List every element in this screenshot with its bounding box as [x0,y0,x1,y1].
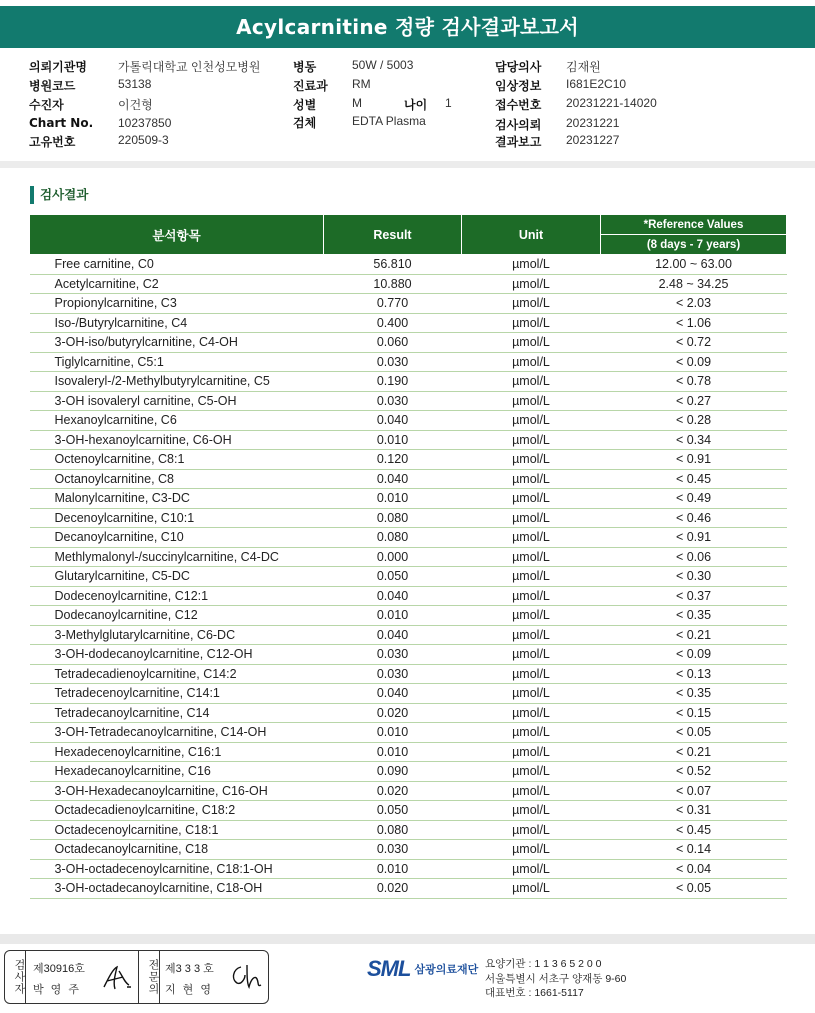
cell-analyte: Propionylcarnitine, C3 [30,294,324,314]
footer-divider [0,934,815,944]
table-row [30,294,787,314]
cell-result: 0.040 [324,469,462,489]
cell-analyte: Methlymalonyl-/succinylcarnitine, C4-DC [30,547,324,567]
info-value-chart-no: 10237850 [118,116,172,130]
cell-result: 0.120 [324,450,462,470]
institution-phone: 대표번호 : 1661-5117 [485,987,584,999]
cell-unit: µmol/L [462,411,601,431]
specialist-label [138,951,160,1003]
header-unit: Unit [462,215,601,255]
cell-unit: µmol/L [462,723,601,743]
cell-result: 0.030 [324,645,462,665]
info-label-unique-no: 고유번호 [29,135,76,149]
info-label-hospital-code: 병원코드 [29,79,76,93]
header-reference: *Reference Values [601,215,787,235]
cell-unit: µmol/L [462,372,601,392]
cell-unit: µmol/L [462,333,601,353]
cell-reference: < 0.35 [601,606,787,626]
institution-address: 서울특별시 서초구 양재동 9-60 [485,972,627,985]
specialist-cert: 제3 3 3 호 [165,963,214,975]
cell-unit: µmol/L [462,606,601,626]
cell-reference: < 0.07 [601,781,787,801]
cell-analyte: Isovaleryl-/2-Methylbutyrylcarnitine, C5 [30,372,324,392]
table-row [30,352,787,372]
info-value-clinical-info: I681E2C10 [566,77,627,91]
cell-reference: < 0.52 [601,762,787,782]
table-row [30,606,787,626]
table-row [30,664,787,684]
patient-info [0,50,815,160]
cell-unit: µmol/L [462,508,601,528]
table-row [30,313,787,333]
cell-analyte: Octenoylcarnitine, C8:1 [30,450,324,470]
info-value-patient: 이건형 [118,98,153,112]
table-row [30,255,787,275]
cell-analyte: 3-OH-hexanoylcarnitine, C6-OH [30,430,324,450]
result-rows [30,255,787,899]
cell-unit: µmol/L [462,859,601,879]
cell-result: 0.030 [324,840,462,860]
cell-reference: < 2.03 [601,294,787,314]
cell-analyte: Tetradecanoylcarnitine, C14 [30,703,324,723]
table-row [30,781,787,801]
cell-unit: µmol/L [462,625,601,645]
cell-result: 0.020 [324,703,462,723]
signature-box [4,950,269,1004]
table-row [30,684,787,704]
cell-unit: µmol/L [462,528,601,548]
table-row [30,820,787,840]
info-value-report-date: 20231227 [566,133,620,147]
info-value-receipt-no: 20231221-14020 [566,96,657,110]
cell-reference: < 0.13 [601,664,787,684]
cell-reference: < 0.05 [601,723,787,743]
cell-result: 0.040 [324,411,462,431]
cell-analyte: 3-OH-dodecanoylcarnitine, C12-OH [30,645,324,665]
inspector-name: 박 영 주 [33,984,81,996]
info-label-age: 나이 [404,98,428,112]
cell-analyte: Tetradecadienoylcarnitine, C14:2 [30,664,324,684]
cell-reference: < 0.30 [601,567,787,587]
cell-unit: µmol/L [462,450,601,470]
cell-result: 56.810 [324,255,462,275]
cell-reference: < 0.72 [601,333,787,353]
cell-analyte: Tiglylcarnitine, C5:1 [30,352,324,372]
cell-analyte: 3-OH isovaleryl carnitine, C5-OH [30,391,324,411]
section-title: 검사결과 [30,186,88,204]
cell-reference: < 0.21 [601,625,787,645]
table-row [30,723,787,743]
cell-result: 0.020 [324,781,462,801]
cell-reference: < 0.31 [601,801,787,821]
cell-result: 0.400 [324,313,462,333]
cell-result: 10.880 [324,274,462,294]
cell-result: 0.010 [324,430,462,450]
info-label-ward: 병동 [293,60,317,74]
cell-reference: 12.00 ~ 63.00 [601,255,787,275]
info-value-hospital-code: 53138 [118,77,152,91]
cell-analyte: Acetylcarnitine, C2 [30,274,324,294]
cell-unit: µmol/L [462,820,601,840]
cell-analyte: Dodecanoylcarnitine, C12 [30,606,324,626]
info-value-age: 1 [445,96,452,110]
table-row [30,625,787,645]
cell-reference: < 0.49 [601,489,787,509]
cell-analyte: Hexanoylcarnitine, C6 [30,411,324,431]
info-label-sex: 성별 [293,98,317,112]
cell-unit: µmol/L [462,703,601,723]
cell-analyte: Iso-/Butyrylcarnitine, C4 [30,313,324,333]
foundation-name: 삼광의료재단 [414,963,479,976]
cell-unit: µmol/L [462,762,601,782]
cell-analyte: 3-OH-iso/butyrylcarnitine, C4-OH [30,333,324,353]
header-analyte: 분석항목 [30,215,324,255]
info-label-report-date: 결과보고 [495,135,542,149]
table-row [30,801,787,821]
cell-unit: µmol/L [462,664,601,684]
table-row [30,489,787,509]
cell-result: 0.080 [324,508,462,528]
cell-unit: µmol/L [462,313,601,333]
cell-unit: µmol/L [462,645,601,665]
cell-result: 0.040 [324,684,462,704]
inspector-cert: 제30916호 [33,963,85,975]
table-row [30,411,787,431]
cell-unit: µmol/L [462,430,601,450]
table-row [30,742,787,762]
cell-reference: < 0.91 [601,450,787,470]
cell-reference: < 0.14 [601,840,787,860]
cell-analyte: Hexadecanoylcarnitine, C16 [30,762,324,782]
cell-result: 0.010 [324,723,462,743]
cell-analyte: Octadecadienoylcarnitine, C18:2 [30,801,324,821]
cell-result: 0.190 [324,372,462,392]
table-row [30,703,787,723]
cell-result: 0.010 [324,859,462,879]
cell-reference: < 0.45 [601,469,787,489]
cell-analyte: 3-OH-octadecanoylcarnitine, C18-OH [30,879,324,899]
table-row [30,645,787,665]
cell-analyte: Dodecenoylcarnitine, C12:1 [30,586,324,606]
cell-analyte: Octadecanoylcarnitine, C18 [30,840,324,860]
cell-analyte: 3-Methylglutarylcarnitine, C6-DC [30,625,324,645]
section-divider [0,161,815,168]
cell-result: 0.040 [324,625,462,645]
specialist-label-text: 전문의 [147,959,159,995]
cell-unit: µmol/L [462,489,601,509]
cell-analyte: Malonylcarnitine, C3-DC [30,489,324,509]
sml-logo [367,956,478,982]
info-value-doctor: 김재원 [566,60,601,74]
info-value-sex: M [352,96,362,110]
cell-reference: < 0.27 [601,391,787,411]
cell-reference: < 0.35 [601,684,787,704]
table-row [30,547,787,567]
cell-result: 0.010 [324,606,462,626]
cell-unit: µmol/L [462,781,601,801]
cell-unit: µmol/L [462,567,601,587]
info-label-doctor: 담당의사 [495,60,542,74]
table-row [30,391,787,411]
table-row [30,333,787,353]
specialist-signature [227,961,263,993]
cell-unit: µmol/L [462,586,601,606]
table-row [30,762,787,782]
cell-reference: < 0.46 [601,508,787,528]
cell-result: 0.030 [324,352,462,372]
cell-unit: µmol/L [462,391,601,411]
cell-analyte: Decanoylcarnitine, C10 [30,528,324,548]
cell-unit: µmol/L [462,274,601,294]
info-label-chart-no: Chart No. [29,116,94,130]
specialist-name: 지 현 영 [165,984,213,996]
table-row [30,469,787,489]
cell-unit: µmol/L [462,879,601,899]
cell-reference: 2.48 ~ 34.25 [601,274,787,294]
cell-reference: < 0.45 [601,820,787,840]
cell-analyte: 3-OH-octadecenoylcarnitine, C18:1-OH [30,859,324,879]
info-label-specimen: 검체 [293,116,317,130]
cell-analyte: 3-OH-Hexadecanoylcarnitine, C16-OH [30,781,324,801]
cell-reference: < 0.21 [601,742,787,762]
table-row [30,859,787,879]
table-row [30,586,787,606]
table-row [30,879,787,899]
cell-result: 0.010 [324,742,462,762]
cell-result: 0.020 [324,879,462,899]
cell-reference: < 0.34 [601,430,787,450]
cell-reference: < 0.15 [601,703,787,723]
table-row [30,450,787,470]
institution-code: 요양기관 : 1 1 3 6 5 2 0 0 [485,958,602,970]
cell-unit: µmol/L [462,684,601,704]
cell-analyte: Free carnitine, C0 [30,255,324,275]
cell-result: 0.000 [324,547,462,567]
results-table [29,214,787,899]
cell-reference: < 0.28 [601,411,787,431]
cell-result: 0.090 [324,762,462,782]
table-row [30,274,787,294]
table-row [30,840,787,860]
cell-result: 0.010 [324,489,462,509]
info-label-patient: 수진자 [29,98,64,112]
table-row [30,567,787,587]
cell-result: 0.080 [324,820,462,840]
institution-info [485,957,626,1001]
cell-analyte: Tetradecenoylcarnitine, C14:1 [30,684,324,704]
info-value-requesting-institution: 가톨릭대학교 인천성모병원 [118,60,261,74]
cell-reference: < 0.04 [601,859,787,879]
cell-analyte: 3-OH-Tetradecanoylcarnitine, C14-OH [30,723,324,743]
info-value-ward: 50W / 5003 [352,58,414,72]
info-value-request-date: 20231221 [566,116,620,130]
cell-unit: µmol/L [462,547,601,567]
cell-unit: µmol/L [462,255,601,275]
info-value-unique-no: 220509-3 [118,133,169,147]
cell-reference: < 0.05 [601,879,787,899]
cell-reference: < 0.09 [601,352,787,372]
cell-reference: < 1.06 [601,313,787,333]
logo-text: SML [367,956,411,981]
cell-result: 0.030 [324,664,462,684]
info-value-specimen: EDTA Plasma [352,114,426,128]
info-label-request-date: 검사의뢰 [495,118,542,132]
info-label-clinical-info: 임상정보 [495,79,542,93]
cell-result: 0.040 [324,586,462,606]
cell-analyte: Octanoylcarnitine, C8 [30,469,324,489]
cell-analyte: Decenoylcarnitine, C10:1 [30,508,324,528]
inspector-label-text: 검사자 [13,959,25,995]
report-title: Acylcarnitine 정량 검사결과보고서 [0,6,815,48]
cell-unit: µmol/L [462,742,601,762]
info-label-requesting-institution: 의뢰기관명 [29,60,87,74]
info-label-department: 진료과 [293,79,328,93]
cell-analyte: Glutarylcarnitine, C5-DC [30,567,324,587]
cell-reference: < 0.09 [601,645,787,665]
table-row [30,528,787,548]
info-label-receipt-no: 접수번호 [495,98,542,112]
header-result: Result [324,215,462,255]
cell-reference: < 0.91 [601,528,787,548]
cell-reference: < 0.06 [601,547,787,567]
cell-result: 0.080 [324,528,462,548]
cell-analyte: Octadecenoylcarnitine, C18:1 [30,820,324,840]
cell-result: 0.050 [324,567,462,587]
info-value-department: RM [352,77,371,91]
cell-result: 0.030 [324,391,462,411]
inspector-signature [101,963,135,995]
cell-result: 0.770 [324,294,462,314]
header-reference-age: (8 days - 7 years) [601,235,787,255]
table-row [30,372,787,392]
cell-unit: µmol/L [462,801,601,821]
inspector-label [5,951,26,1003]
cell-reference: < 0.78 [601,372,787,392]
cell-unit: µmol/L [462,294,601,314]
cell-analyte: Hexadecenoylcarnitine, C16:1 [30,742,324,762]
cell-unit: µmol/L [462,469,601,489]
cell-unit: µmol/L [462,840,601,860]
cell-result: 0.060 [324,333,462,353]
table-row [30,508,787,528]
cell-result: 0.050 [324,801,462,821]
cell-reference: < 0.37 [601,586,787,606]
cell-unit: µmol/L [462,352,601,372]
table-row [30,430,787,450]
